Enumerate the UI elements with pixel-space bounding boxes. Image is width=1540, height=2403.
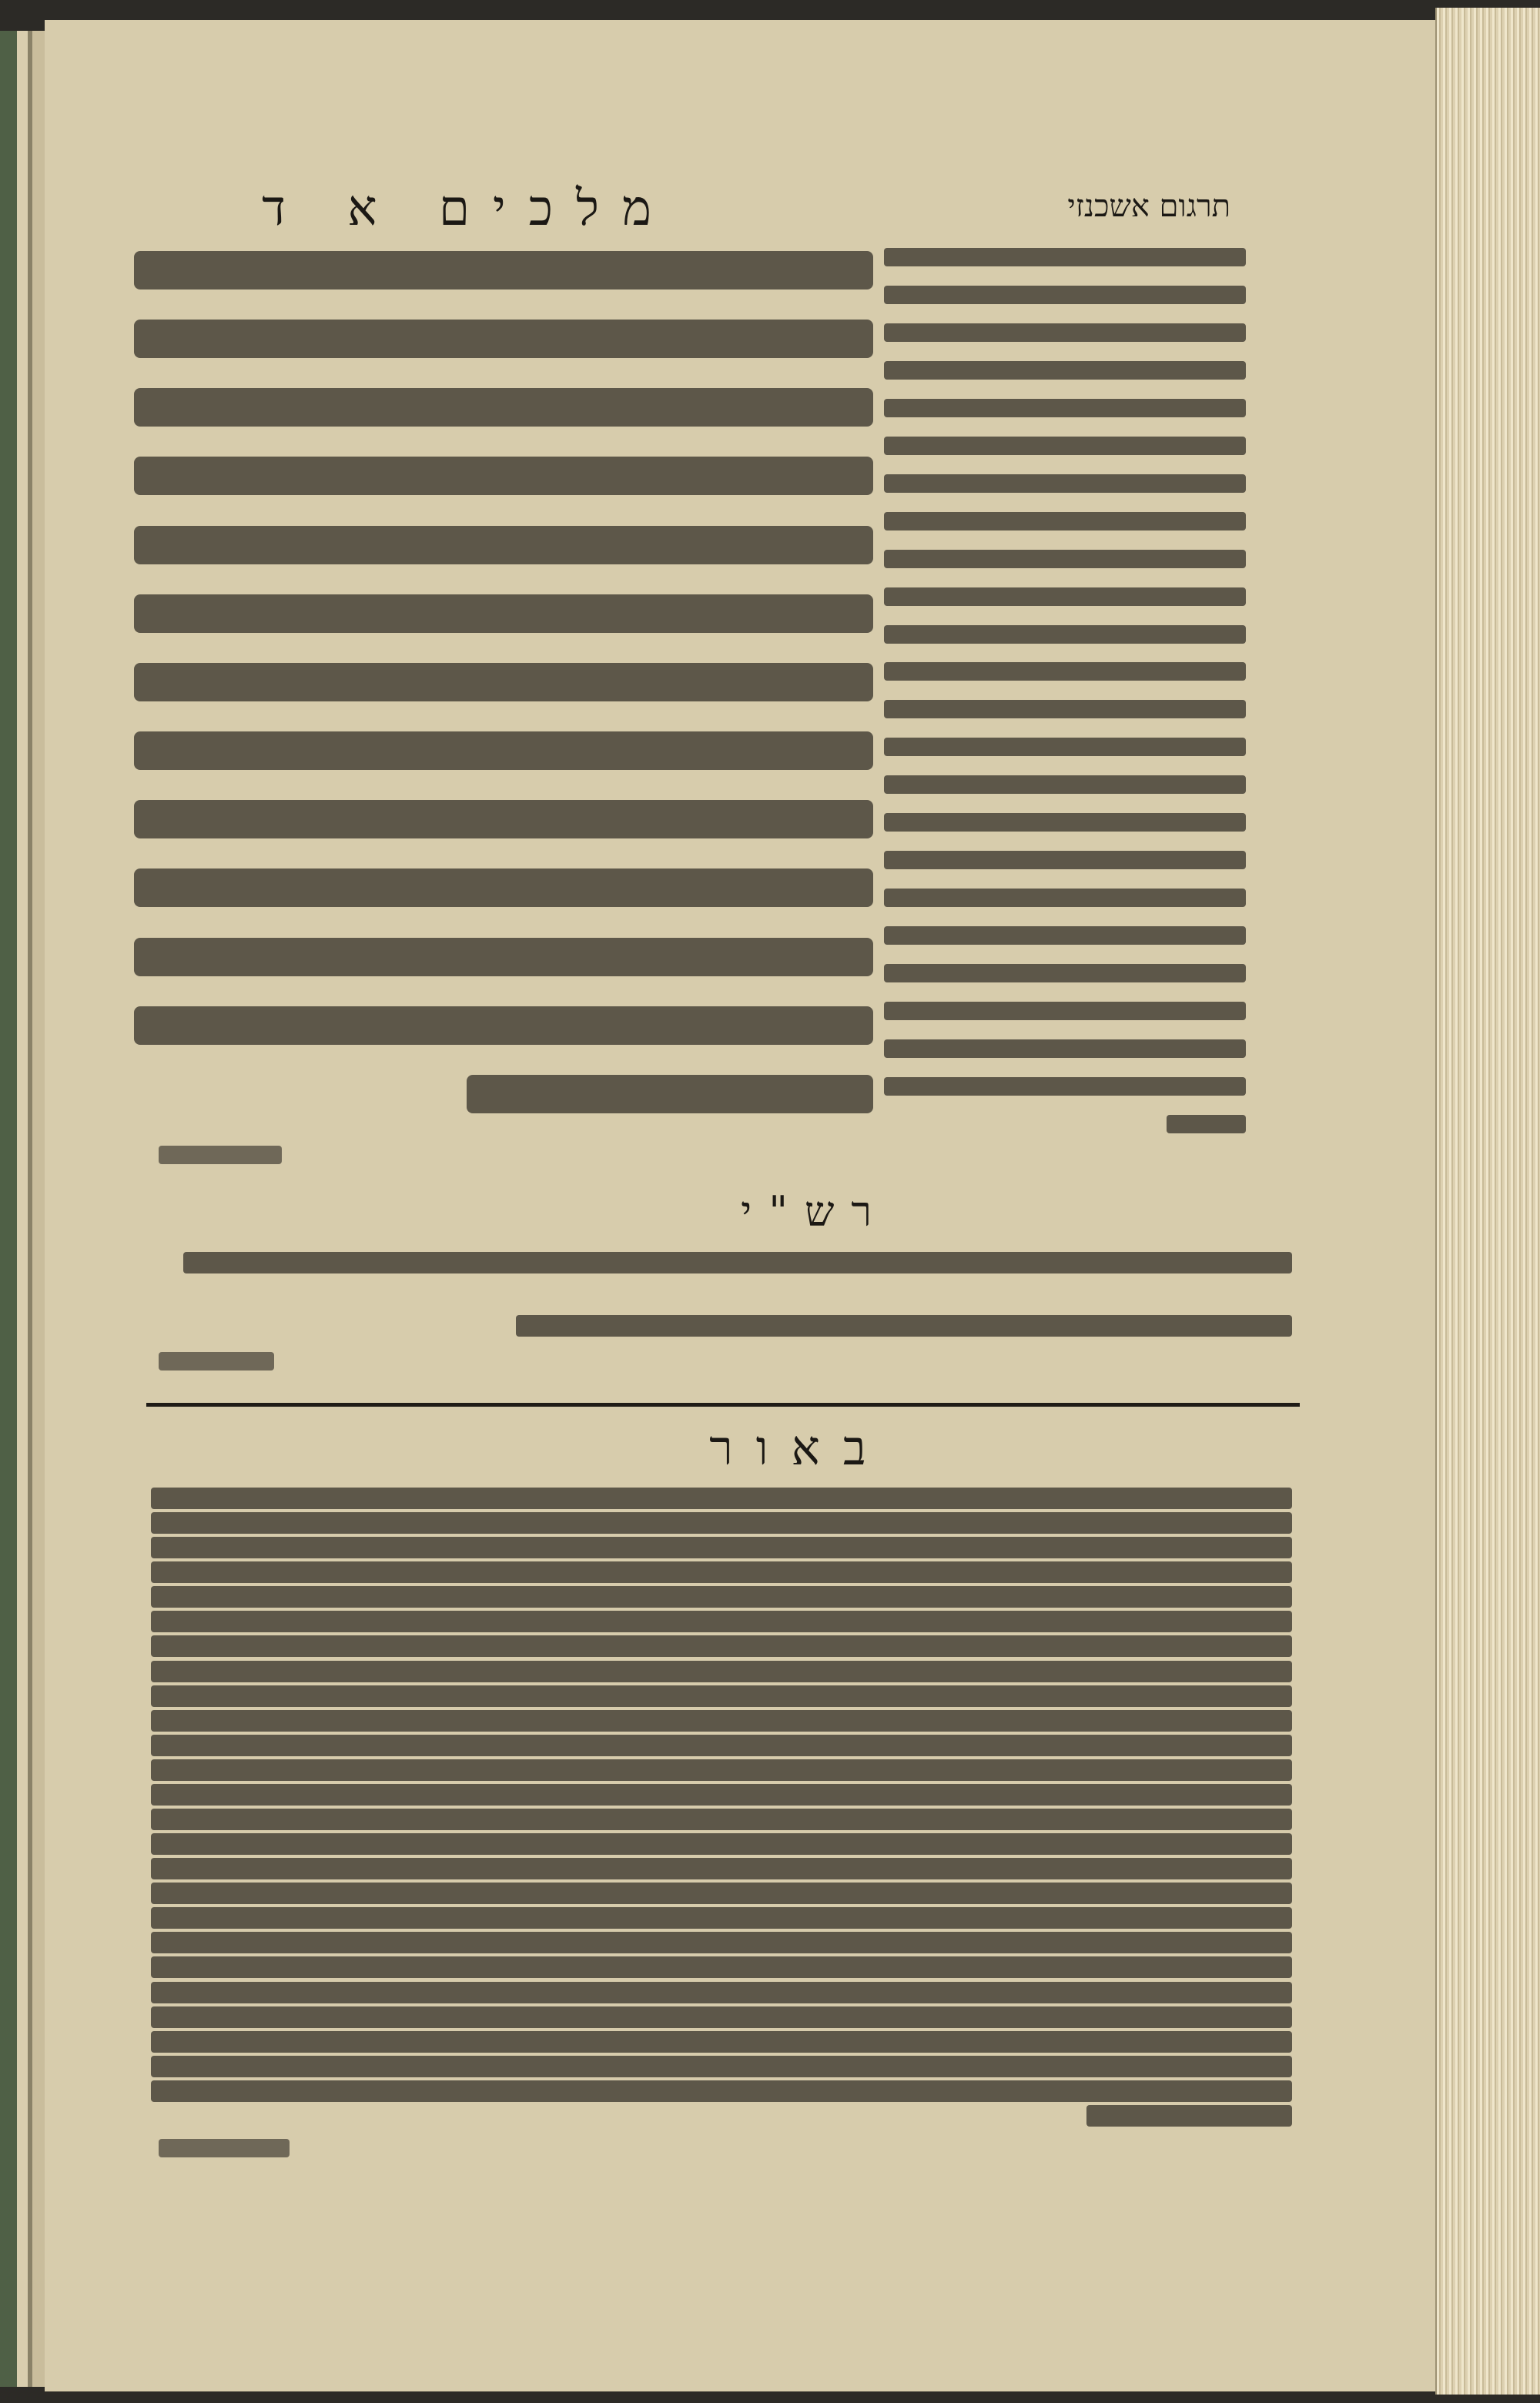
biur-line	[151, 1661, 1292, 1682]
main-line	[134, 663, 873, 701]
main-line	[134, 526, 873, 564]
targum-running-title: תרגום אשכנזי	[1067, 189, 1230, 224]
biur-line	[151, 1488, 1292, 1509]
biur-line	[151, 1586, 1292, 1608]
targum-line	[1167, 1115, 1246, 1133]
biur-line	[1086, 2105, 1292, 2127]
biur-text-block	[151, 1488, 1292, 2127]
catchword-biur	[159, 2139, 290, 2157]
main-line	[134, 320, 873, 358]
targum-line	[884, 662, 1246, 681]
targum-line	[884, 625, 1246, 644]
rashi-text-block	[183, 1252, 1292, 1337]
targum-line	[884, 437, 1246, 455]
targum-line	[884, 323, 1246, 342]
targum-line	[884, 248, 1246, 266]
biur-line	[151, 1907, 1292, 1929]
book-running-title: מלכים א ד	[262, 180, 675, 237]
targum-line	[884, 851, 1246, 869]
main-text-block	[134, 251, 873, 1113]
left-page-edge	[0, 31, 46, 2387]
biur-heading: באור	[709, 1420, 889, 1476]
targum-line	[884, 926, 1246, 945]
targum-line	[884, 813, 1246, 832]
rashi-heading: רש"י	[741, 1187, 889, 1236]
biur-line	[151, 1932, 1292, 1953]
targum-line	[884, 775, 1246, 794]
main-line	[134, 938, 873, 976]
main-line	[134, 457, 873, 495]
biur-line	[151, 2080, 1292, 2102]
biur-line	[151, 2031, 1292, 2053]
targum-line	[884, 889, 1246, 907]
section-divider	[146, 1403, 1300, 1407]
main-line	[134, 731, 873, 770]
biur-line	[151, 1537, 1292, 1558]
biur-line	[151, 1858, 1292, 1879]
catchword-main	[159, 1146, 282, 1164]
biur-line	[151, 1982, 1292, 2003]
biur-line	[151, 1883, 1292, 1904]
targum-line	[884, 964, 1246, 982]
targum-line	[884, 1077, 1246, 1096]
targum-line	[884, 550, 1246, 568]
main-line	[134, 800, 873, 838]
biur-line	[151, 2056, 1292, 2077]
biur-line	[151, 1956, 1292, 1978]
main-line	[134, 868, 873, 907]
catchword-rashi	[159, 1352, 274, 1371]
biur-line	[151, 1759, 1292, 1781]
targum-line	[884, 286, 1246, 304]
targum-line	[884, 738, 1246, 756]
biur-line	[151, 1784, 1292, 1806]
biur-line	[151, 1561, 1292, 1583]
biur-line	[151, 1512, 1292, 1534]
main-line	[134, 594, 873, 633]
targum-line	[884, 700, 1246, 718]
targum-text-block	[884, 248, 1246, 1133]
main-line	[134, 388, 873, 427]
rashi-line	[183, 1252, 1292, 1273]
targum-line	[884, 587, 1246, 606]
biur-line	[151, 1611, 1292, 1632]
biur-line	[151, 1833, 1292, 1855]
targum-line	[884, 512, 1246, 530]
targum-line	[884, 1039, 1246, 1058]
biur-line	[151, 1635, 1292, 1657]
main-line	[467, 1075, 873, 1113]
biur-line	[151, 2006, 1292, 2028]
page-edges	[1435, 8, 1540, 2395]
targum-line	[884, 474, 1246, 493]
biur-line	[151, 1735, 1292, 1756]
biur-line	[151, 1685, 1292, 1707]
page	[45, 20, 1438, 2391]
targum-line	[884, 1002, 1246, 1020]
biur-line	[151, 1809, 1292, 1830]
main-line	[134, 1006, 873, 1045]
rashi-line	[516, 1315, 1292, 1337]
main-line	[134, 251, 873, 289]
targum-line	[884, 361, 1246, 380]
biur-line	[151, 1710, 1292, 1732]
targum-line	[884, 399, 1246, 417]
